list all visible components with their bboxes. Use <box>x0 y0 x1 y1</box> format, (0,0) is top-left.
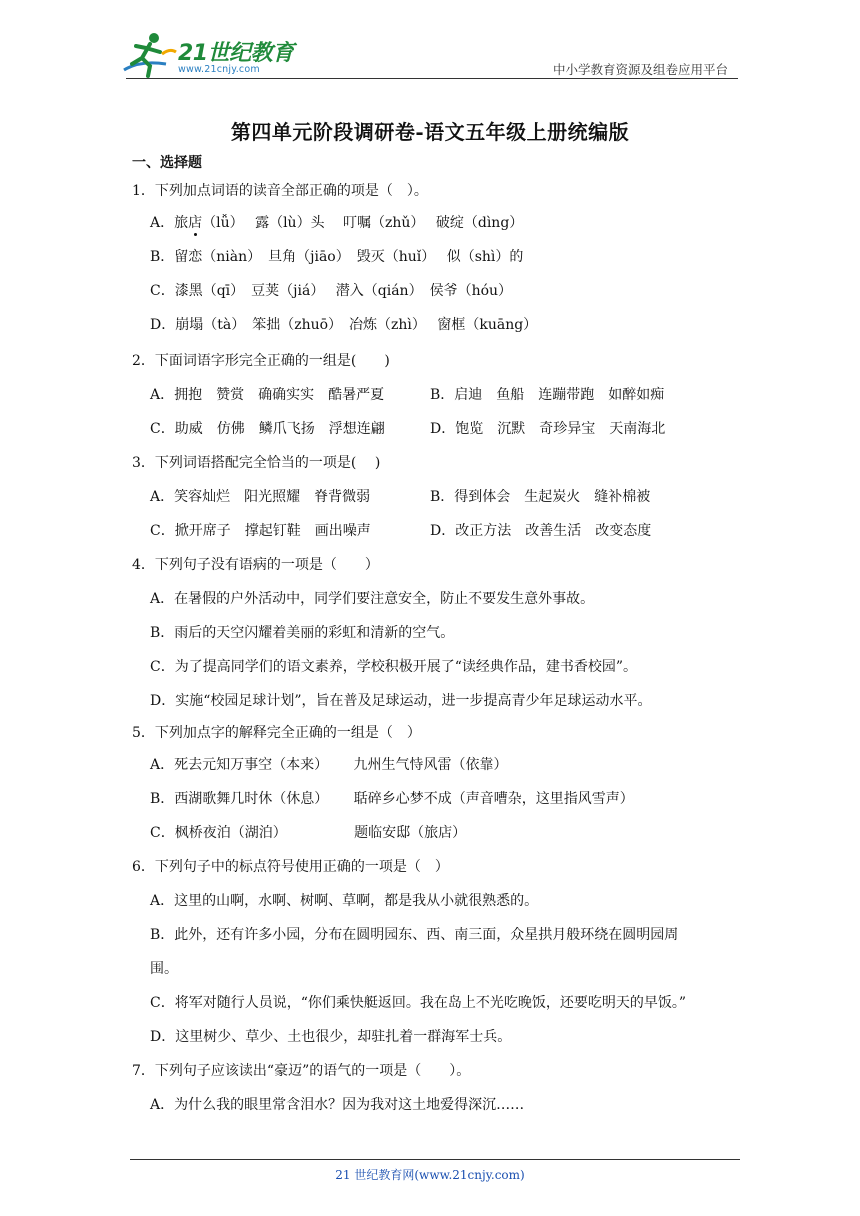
question-5-option-c: C．枫桥夜泊（湖泊） 题临安邸（旅店） <box>150 825 467 841</box>
question-4-option-a: A．在暑假的户外活动中，同学们要注意安全，防止不要发生意外事故。 <box>150 591 595 607</box>
header-platform-text: 中小学教育资源及组卷应用平台 <box>552 62 728 77</box>
question-4-stem: 4．下列句子没有语病的一项是（ ） <box>132 557 379 573</box>
question-1-option-d: D．崩塌（tà） 笨拙（zhuō） 冶炼（zhì） 窗框（kuāng） <box>150 317 538 333</box>
question-2-stem: 2．下面词语字形完全正确的一组是( ) <box>132 353 390 369</box>
option-text: （lǚ） 露（lù）头 叮嘱（zhǔ） 破绽（dìng） <box>202 215 524 231</box>
question-2-option-c: C．助威 仿佛 鳞爪飞扬 浮想连翩 <box>150 421 385 437</box>
question-2-option-b: B．启迪 鱼船 连蹦带跑 如醉如痴 <box>430 387 665 403</box>
question-3-option-c: C．掀开席子 撑起钉鞋 画出噪声 <box>150 523 371 539</box>
logo-text: 21世纪教育 <box>178 41 294 66</box>
question-6-stem: 6．下列句子中的标点符号使用正确的一项是（ ） <box>132 859 449 875</box>
question-5-option-a: A．死去元知万事空（本来） 九州生气恃风雷（依靠） <box>150 757 508 773</box>
question-2-option-a: A．拥抱 赞赏 确确实实 酷暑严夏 <box>150 387 385 403</box>
section-heading: 一、选择题 <box>132 155 202 171</box>
option-text: A．旅 <box>150 215 189 231</box>
question-6-option-a: A．这里的山啊，水啊、树啊、草啊，都是我从小就很熟悉的。 <box>150 893 539 909</box>
question-6-option-b: B．此外，还有许多小园，分布在圆明园东、西、南三面，众星拱月般环绕在圆明园周 <box>150 927 679 943</box>
question-6-option-d: D．这里树少、草少、土也很少，却驻扎着一群海军士兵。 <box>150 1029 512 1045</box>
question-1-stem: 1．下列加点词语的读音全部正确的项是（ ）。 <box>132 183 428 199</box>
question-4-option-b: B．雨后的天空闪耀着美丽的彩虹和清新的空气。 <box>150 625 455 641</box>
dotted-char: 店 <box>188 212 202 232</box>
question-3-option-a: A．笑容灿烂 阳光照耀 脊背微弱 <box>150 489 371 505</box>
question-3-option-b: B．得到体会 生起炭火 缝补棉被 <box>430 489 651 505</box>
question-1-option-a <box>150 212 523 232</box>
question-7-stem: 7．下列句子应该读出“豪迈”的语气的一项是（ ）。 <box>132 1063 471 1079</box>
question-1-option-b: B．留恋（niàn） 旦角（jiāo） 毁灭（huǐ） 似（shì）的 <box>150 249 524 265</box>
question-3-option-d: D．改正方法 改善生活 改变态度 <box>430 523 652 539</box>
logo-url: www.21cnjy.com <box>178 64 260 75</box>
document-title: 第四单元阶段调研卷-语文五年级上册统编版 <box>230 120 630 144</box>
question-1-option-c: C．漆黑（qī） 豆荚（jiá） 潜入（qián） 侯爷（hóu） <box>150 283 513 299</box>
question-7-option-a: A．为什么我的眼里常含泪水？因为我对这土地爱得深沉…… <box>150 1097 525 1113</box>
question-5-stem: 5．下列加点字的解释完全正确的一组是（ ） <box>132 725 421 741</box>
runner-logo-icon <box>120 30 180 82</box>
question-4-option-d: D．实施“校园足球计划”，旨在普及足球运动，进一步提高青少年足球运动水平。 <box>150 693 652 709</box>
header-divider <box>126 78 738 79</box>
footer-link[interactable]: 21 世纪教育网(www.21cnjy.com) <box>335 1168 525 1182</box>
footer-divider <box>130 1159 740 1160</box>
question-2-option-d: D．饱览 沉默 奇珍异宝 天南海北 <box>430 421 666 437</box>
question-3-stem: 3．下列词语搭配完全恰当的一项是( ) <box>132 455 381 471</box>
question-6-option-b-cont: 围。 <box>150 961 178 977</box>
question-6-option-c: C．将军对随行人员说，“你们乘快艇返回。我在岛上不光吃晚饭，还要吃明天的早饭。” <box>150 995 687 1011</box>
question-4-option-c: C．为了提高同学们的语文素养，学校积极开展了“读经典作品，建书香校园”。 <box>150 659 638 675</box>
question-5-option-b: B．西湖歌舞几时休（休息） 聒碎乡心梦不成（声音嘈杂，这里指风雪声） <box>150 791 634 807</box>
